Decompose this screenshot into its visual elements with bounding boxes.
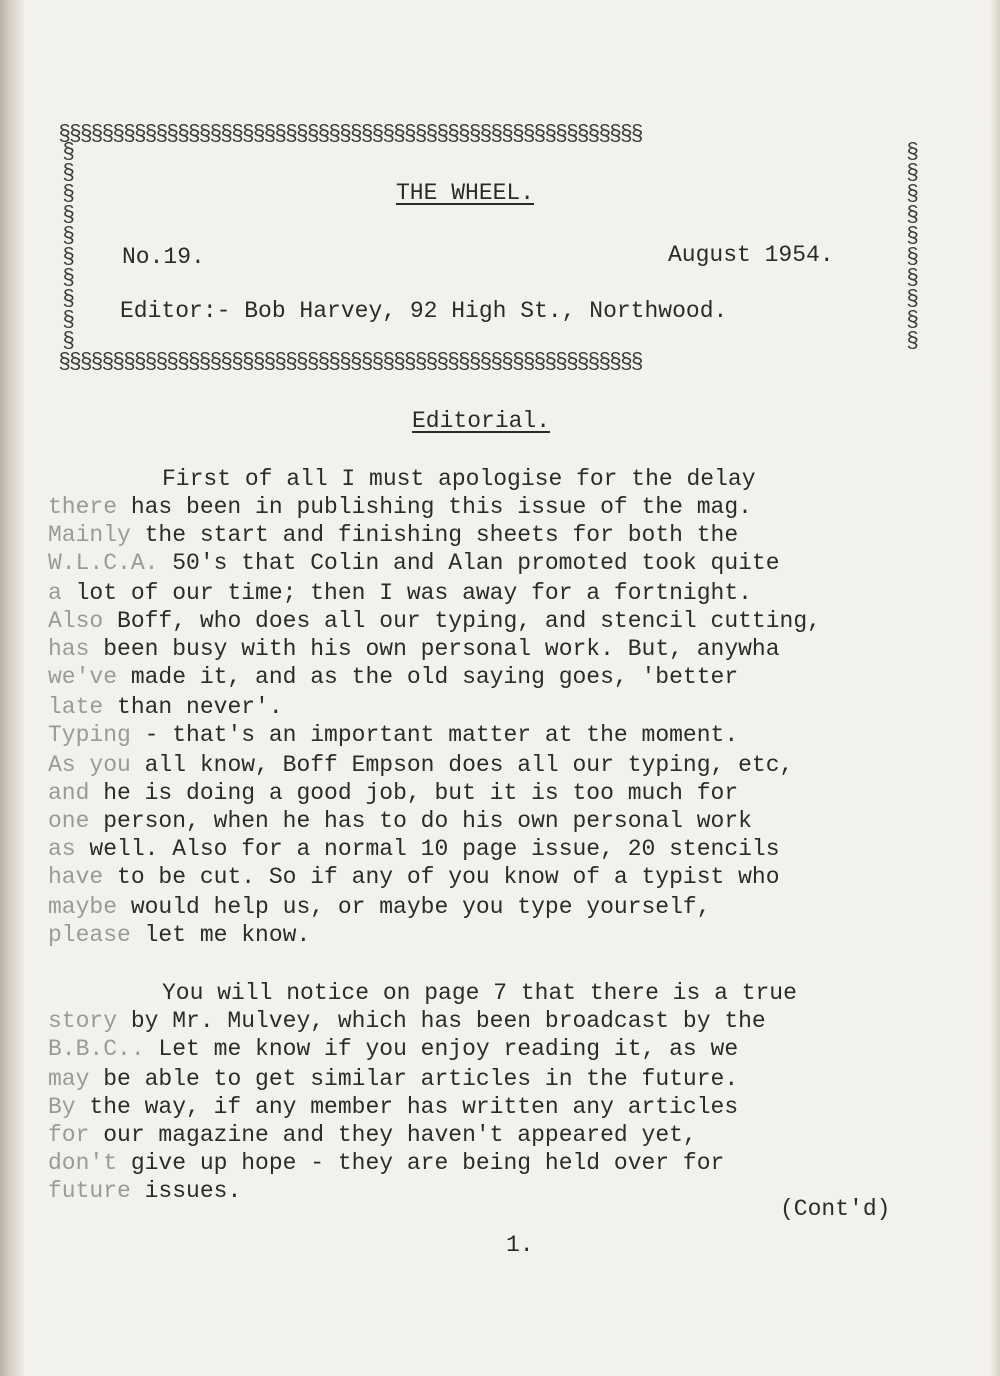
line-text: issues.: [130, 1178, 242, 1204]
editorial-line: [48, 608, 821, 634]
masthead-border-left: § § § § § § § § § §: [62, 140, 76, 354]
faded-text: may: [48, 1066, 90, 1092]
faded-text: have: [48, 864, 104, 890]
line-text: the start and finishing sheets for both the: [130, 522, 739, 548]
editorial-line: [48, 1008, 766, 1034]
line-text: let me know.: [130, 922, 311, 948]
line-text: has been in publishing this issue of the mag.: [117, 494, 752, 520]
line-text: Let me know if you enjoy reading it, as we: [144, 1036, 739, 1062]
magazine-title: THE WHEEL.: [396, 180, 535, 206]
editorial-line: [48, 1178, 241, 1204]
faded-text: has: [48, 636, 90, 662]
faded-text: maybe: [48, 894, 118, 920]
editor-line: Editor:- Bob Harvey, 92 High St., Northwood.: [120, 298, 728, 324]
faded-text: By: [48, 1094, 76, 1120]
editorial-line: [48, 1036, 738, 1062]
editorial-line: [48, 522, 738, 548]
faded-text: one: [48, 808, 90, 834]
issue-date: August 1954.: [668, 242, 834, 268]
faded-text: Typing: [48, 722, 131, 748]
line-text: to be cut. So if any of you know of a typist who: [103, 864, 780, 890]
line-text: all know, Boff Empson does all our typing, etc,: [130, 752, 794, 778]
line-text: been busy with his own personal work. But, anywha: [89, 636, 780, 662]
editorial-line: [48, 664, 738, 690]
faded-text: and: [48, 780, 90, 806]
editorial-line: [48, 864, 780, 890]
line-text: the way, if any member has written any articles: [75, 1094, 739, 1120]
line-text: give up hope - they are being held over for: [117, 1150, 725, 1176]
faded-text: Mainly: [48, 522, 131, 548]
editorial-line: [48, 1094, 738, 1120]
editorial-line: [162, 466, 756, 492]
line-text: You will notice on page 7 that there is a true: [162, 980, 797, 1006]
page-number: 1.: [506, 1232, 534, 1258]
line-text: - that's an important matter at the moment.: [130, 722, 739, 748]
faded-text: there: [48, 494, 118, 520]
editorial-line: [48, 694, 283, 720]
faded-text: please: [48, 922, 131, 948]
line-text: 50's that Colin and Alan promoted took quite: [158, 550, 780, 576]
line-text: than never'.: [103, 694, 283, 720]
editorial-line: [48, 1122, 697, 1148]
line-text: person, when he has to do his own personal work: [89, 808, 752, 834]
line-text: would help us, or maybe you type yourself,: [117, 894, 711, 920]
faded-text: late: [48, 694, 104, 720]
editorial-line: [48, 1150, 724, 1176]
masthead-border-bottom: §§§§§§§§§§§§§§§§§§§§§§§§§§§§§§§§§§§§§§§§§§§§§§§§§§§§§§: [58, 350, 642, 375]
faded-text: story: [48, 1008, 118, 1034]
binding-edge: [0, 0, 24, 1376]
line-text: he is doing a good job, but it is too much for: [89, 780, 739, 806]
faded-text: don't: [48, 1150, 118, 1176]
line-text: be able to get similar articles in the future.: [89, 1066, 739, 1092]
line-text: lot of our time; then I was away for a fortnight.: [61, 580, 752, 606]
faded-text: for: [48, 1122, 90, 1148]
editorial-line: [48, 780, 738, 806]
editorial-line: [162, 980, 797, 1006]
editorial-line: [48, 808, 752, 834]
editorial-line: [48, 752, 793, 778]
faded-text: B.B.C..: [48, 1036, 145, 1062]
masthead-border-right: § § § § § § § § § §: [906, 140, 920, 354]
faded-text: Also: [48, 608, 104, 634]
issue-number: No.19.: [122, 244, 205, 270]
faded-text: as: [48, 836, 76, 862]
editorial-line: [48, 494, 752, 520]
editorial-line: [48, 922, 310, 948]
line-text: made it, and as the old saying goes, 'better: [117, 664, 739, 690]
editorial-line: [48, 894, 711, 920]
editorial-line: [48, 836, 780, 862]
editorial-line: [48, 550, 780, 576]
editorial-line: [48, 1066, 738, 1092]
editorial-heading: Editorial.: [412, 408, 551, 434]
faded-text: future: [48, 1178, 131, 1204]
page-edge: [990, 0, 1000, 1376]
editorial-line: [48, 580, 752, 606]
line-text: our magazine and they haven't appeared yet,: [89, 1122, 697, 1148]
masthead-border-top: §§§§§§§§§§§§§§§§§§§§§§§§§§§§§§§§§§§§§§§§§§§§§§§§§§§§§§: [58, 122, 642, 147]
continued-note: (Cont'd): [780, 1196, 891, 1222]
faded-text: W.L.C.A.: [48, 550, 159, 576]
editorial-line: [48, 722, 738, 748]
faded-text: As you: [48, 752, 131, 778]
line-text: First of all I must apologise for the delay: [162, 466, 756, 492]
line-text: Boff, who does all our typing, and stencil cutting,: [103, 608, 821, 634]
faded-text: we've: [48, 664, 118, 690]
editorial-line: [48, 636, 780, 662]
faded-text: a: [48, 580, 62, 606]
line-text: well. Also for a normal 10 page issue, 20 stencils: [75, 836, 780, 862]
line-text: by Mr. Mulvey, which has been broadcast by the: [117, 1008, 766, 1034]
